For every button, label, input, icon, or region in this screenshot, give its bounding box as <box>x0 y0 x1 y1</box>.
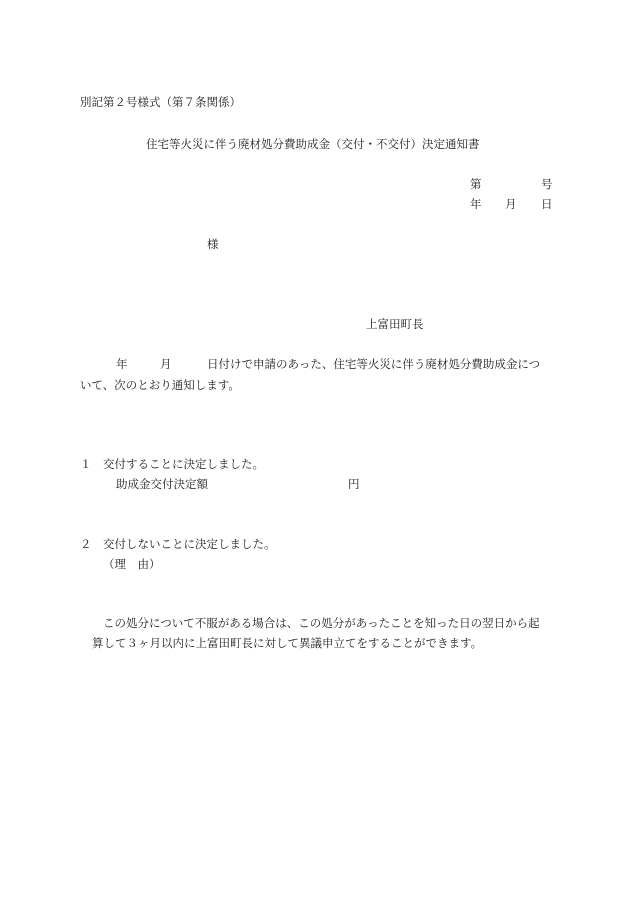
item2-number: ２ <box>80 537 92 551</box>
item1-text: 交付することに決定しました。 <box>103 457 264 471</box>
date-month-label: 月 <box>505 197 517 211</box>
issuer-name: 上富田町長 <box>366 317 424 331</box>
body-text-line1: 日付けで申請のあった、住宅等火災に伴う廃材処分費助成金につ <box>207 357 541 371</box>
appeal-note-line1: この処分について不服がある場合は、この処分があったことを知った日の翌日から起 <box>103 616 540 630</box>
body-text-line2: いて、次のとおり通知します。 <box>80 378 240 392</box>
grant-amount-label: 助成金交付決定額 <box>116 477 208 491</box>
document-number-suffix: 号 <box>541 177 553 191</box>
item2-text: 交付しないことに決定しました。 <box>103 537 276 551</box>
grant-amount-currency: 円 <box>348 477 360 491</box>
date-day-label: 日 <box>541 197 553 211</box>
document-number-prefix: 第 <box>470 177 482 191</box>
addressee-honorific: 様 <box>207 237 219 251</box>
appeal-note-line2: 算して３ヶ月以内に上富田町長に対して異議申立てをすることができます。 <box>92 636 483 650</box>
item1-number: １ <box>80 457 92 471</box>
form-label: 別記第２号様式（第７条関係） <box>80 95 241 109</box>
body-month-label: 月 <box>160 357 172 371</box>
reason-label: （理 由） <box>103 557 161 571</box>
date-year-label: 年 <box>470 197 482 211</box>
document-title: 住宅等火災に伴う廃材処分費助成金（交付・不交付）決定通知書 <box>146 137 480 151</box>
body-year-label: 年 <box>116 357 128 371</box>
